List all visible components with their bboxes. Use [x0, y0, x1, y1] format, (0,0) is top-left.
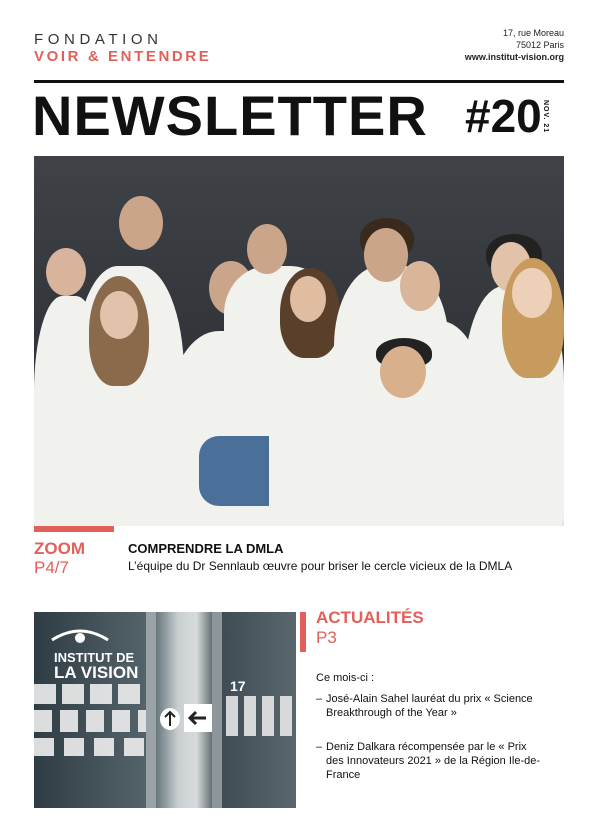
- institute-sign: [54, 650, 138, 680]
- institute-photo: [34, 612, 296, 808]
- news-intro: Ce mois-ci :: [316, 672, 375, 684]
- news-item: – José-Alain Sahel lauréat du prix « Science Breakthrough of the Year »: [316, 692, 546, 720]
- news-accent-bar: [300, 612, 306, 652]
- org-name-line2: VOIR & ENTENDRE: [34, 48, 212, 65]
- news-item: – Deniz Dalkara récompensée par le « Prix des Innovateurs 2021 » de la Région Ile-de-France: [316, 740, 546, 782]
- news-label: ACTUALITÉS: [316, 608, 424, 627]
- zoom-pages: P4/7: [34, 558, 69, 577]
- arrow-up-icon: [160, 708, 180, 730]
- team-photo: [34, 156, 564, 526]
- institute-sign-line2: LA VISION: [54, 663, 139, 682]
- address-street: 17, rue Moreau: [502, 28, 564, 38]
- arrow-left-icon: [184, 704, 212, 732]
- zoom-subtitle: L’équipe du Dr Sennlaub œuvre pour briser le cercle vicieux de la DMLA: [128, 559, 513, 573]
- website-link[interactable]: www.institut-vision.org: [464, 52, 564, 62]
- zoom-accent-bar: [34, 526, 114, 532]
- news-page: P3: [316, 628, 337, 647]
- building-number: 17: [230, 678, 246, 694]
- header-rule: [34, 80, 564, 83]
- news-item-text: Deniz Dalkara récompensée par le « Prix des Innovateurs 2021 » de la Région Ile-de-France: [326, 741, 541, 781]
- issue-date: NOV. 21: [542, 100, 549, 134]
- address-block: [465, 27, 564, 63]
- issue-number: #20: [465, 90, 542, 142]
- newsletter-title: NEWSLETTER: [32, 84, 428, 147]
- org-name-line1: FONDATION: [34, 31, 163, 48]
- zoom-label: ZOOM: [34, 539, 85, 558]
- zoom-title: COMPRENDRE LA DMLA: [128, 541, 284, 556]
- address-city: 75012 Paris: [515, 40, 564, 50]
- news-item-text: José-Alain Sahel lauréat du prix « Science Breakthrough of the Year »: [326, 693, 533, 719]
- eye-logo-icon: [50, 626, 110, 648]
- institute-sign-line1: INSTITUT DE: [54, 650, 135, 665]
